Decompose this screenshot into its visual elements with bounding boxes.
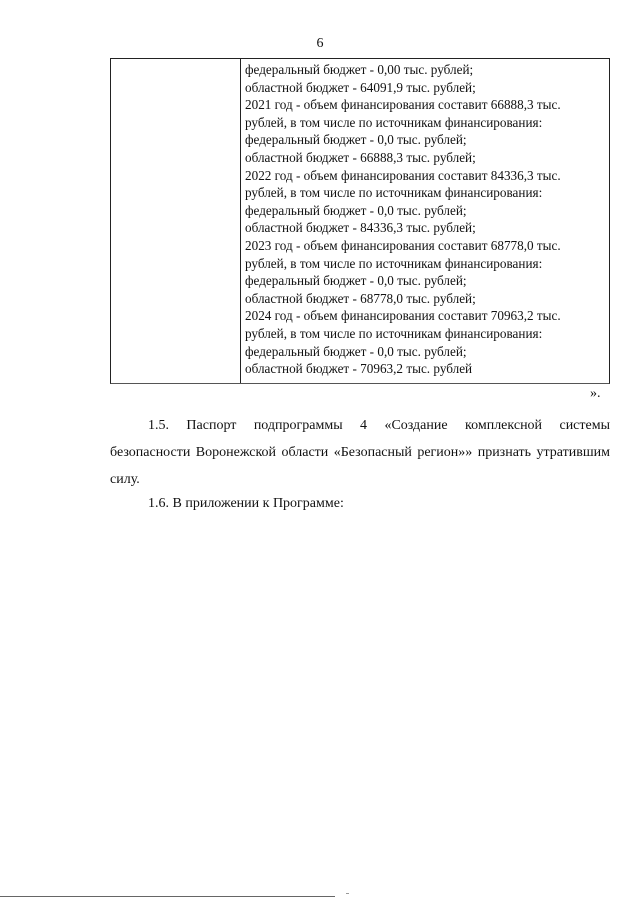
table-line: федеральный бюджет - 0,0 тыс. рублей;: [245, 202, 467, 218]
table-line: рублей, в том числе по источникам финансирования:: [245, 114, 543, 130]
table-line: федеральный бюджет - 0,00 тыс. рублей;: [245, 62, 474, 77]
table-line: 2022 год - объем финансирования составит 84336,3 тыс.: [245, 167, 561, 183]
table-line: областной бюджет - 66888,3 тыс. рублей;: [245, 149, 476, 165]
table-line: федеральный бюджет - 0,0 тыс. рублей;: [245, 132, 467, 148]
footer-rule-mark: [346, 893, 349, 894]
table-line: областной бюджет - 64091,9 тыс. рублей;: [245, 79, 476, 95]
table-line: федеральный бюджет - 0,0 тыс. рублей;: [245, 343, 467, 359]
table-right-cell: [245, 61, 605, 378]
budget-table: [110, 58, 610, 384]
table-line: 2023 год - объем финансирования составит 68778,0 тыс.: [245, 237, 561, 253]
page-number: 6: [316, 36, 324, 51]
footer-rule: [0, 896, 335, 897]
table-line: рублей, в том числе по источникам финансирования:: [245, 185, 543, 201]
table-line: 2024 год - объем финансирования составит 70963,2 тыс.: [245, 308, 561, 324]
closing-quote: ».: [590, 386, 601, 401]
table-line: областной бюджет - 70963,2 тыс. рублей: [245, 361, 473, 377]
table-line: рублей, в том числе по источникам финансирования:: [245, 255, 543, 271]
paragraph-1-5: 1.5. Паспорт подпрограммы 4 «Создание комплексной системы безопасности Воронежской области «Безопасный регион»» признать утратившим силу.: [110, 418, 610, 487]
paragraph-1-6: 1.6. В приложении к Программе:: [148, 496, 344, 511]
table-line: рублей, в том числе по источникам финансирования:: [245, 325, 543, 341]
table-line: федеральный бюджет - 0,0 тыс. рублей;: [245, 273, 467, 289]
table-line: 2021 год - объем финансирования составит 66888,3 тыс.: [245, 97, 561, 113]
table-line: областной бюджет - 68778,0 тыс. рублей;: [245, 290, 476, 306]
table-left-cell: [111, 59, 241, 383]
table-line: областной бюджет - 84336,3 тыс. рублей;: [245, 220, 476, 236]
